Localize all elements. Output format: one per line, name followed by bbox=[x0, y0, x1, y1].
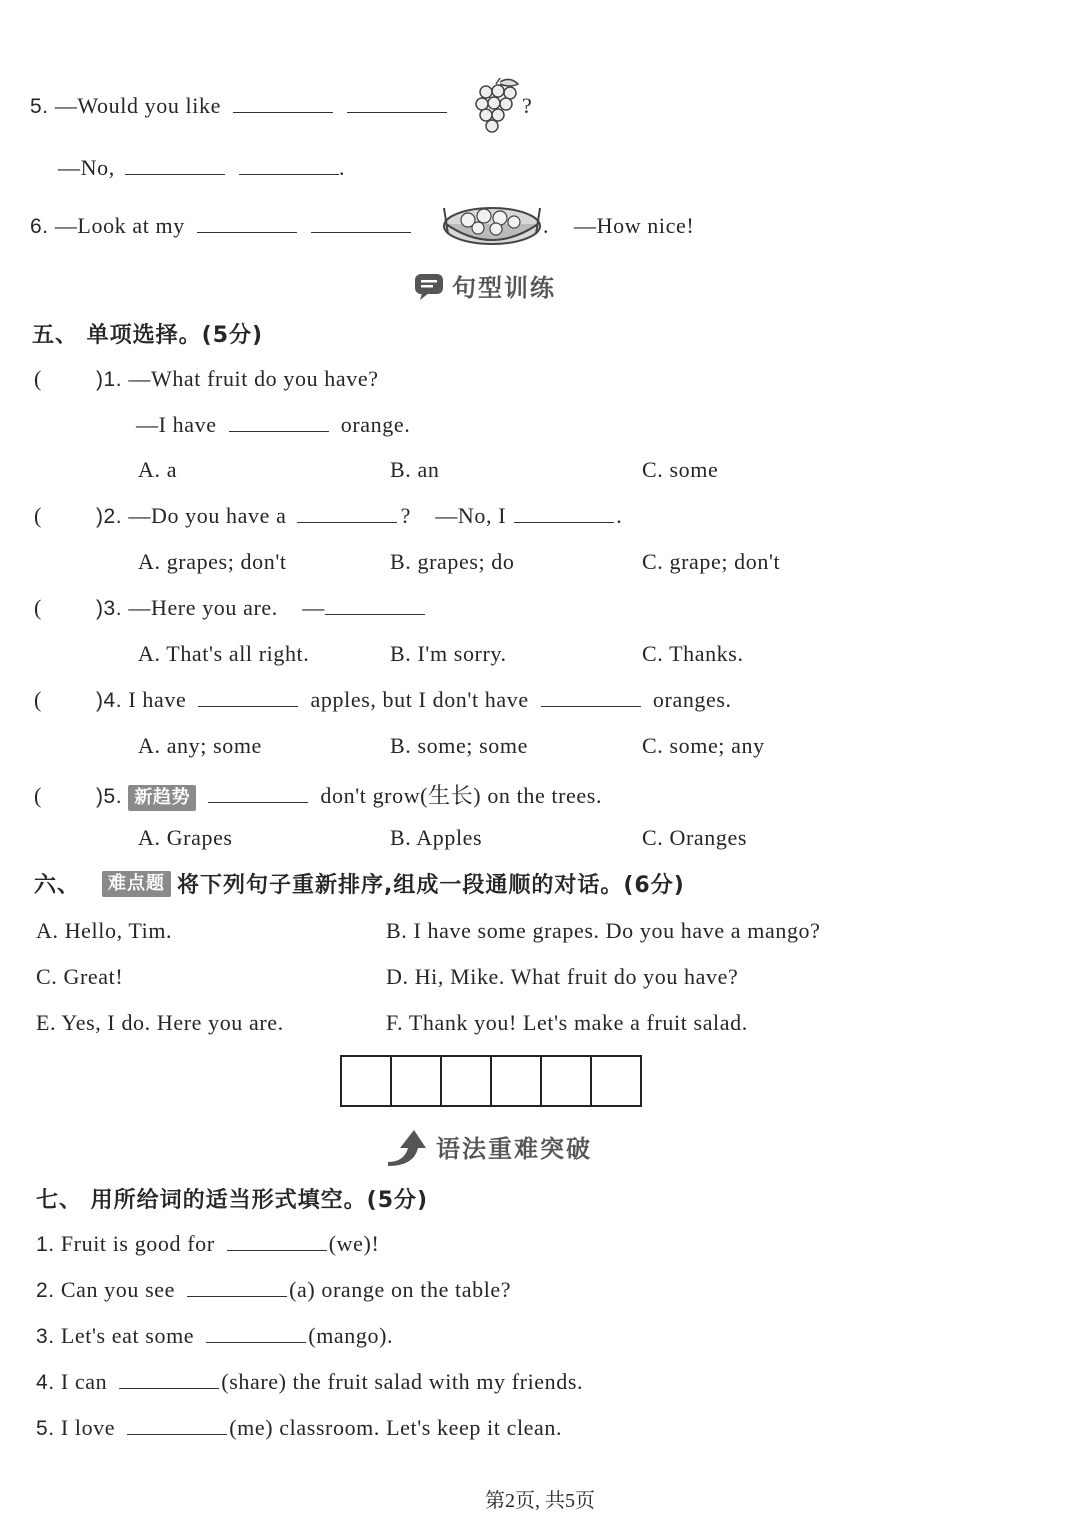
section-title-text: 将下列句子重新排序,组成一段通顺的对话。(6分) bbox=[177, 873, 685, 898]
answer-box[interactable] bbox=[342, 1057, 392, 1105]
mc-question-2 bbox=[34, 503, 622, 529]
section-title: 五、 单项选择。(5分) bbox=[32, 323, 264, 348]
question-text: oranges. bbox=[652, 687, 732, 712]
answer-paren[interactable]: ( bbox=[34, 687, 42, 712]
question-text: (share) the fruit salad with my friends. bbox=[221, 1369, 584, 1394]
answer-box[interactable] bbox=[542, 1057, 592, 1105]
question-text: I can bbox=[60, 1369, 108, 1394]
option-c[interactable]: C. grape; don't bbox=[642, 549, 781, 574]
answer-blank[interactable] bbox=[125, 156, 225, 175]
answer-blank[interactable] bbox=[347, 94, 447, 113]
answer-box[interactable] bbox=[442, 1057, 492, 1105]
answer-blank[interactable] bbox=[206, 1324, 306, 1343]
dialogue-sentence: E. Yes, I do. Here you are. bbox=[36, 1010, 284, 1035]
vocab-q5 bbox=[30, 93, 447, 119]
option-c[interactable]: C. Thanks. bbox=[642, 641, 744, 666]
answer-blank[interactable] bbox=[297, 504, 397, 523]
question-number: 6. bbox=[30, 215, 49, 238]
banner-label: 句型训练 bbox=[452, 274, 556, 302]
answer-blank[interactable] bbox=[197, 214, 297, 233]
question-number: 5. bbox=[30, 95, 49, 118]
question-end: ? bbox=[522, 93, 533, 118]
option-a[interactable]: A. grapes; don't bbox=[138, 549, 287, 574]
mc-question-1-line2 bbox=[136, 412, 410, 438]
section-banner bbox=[414, 268, 556, 303]
fill-question-2 bbox=[36, 1277, 511, 1303]
question-text: —What fruit do you have? bbox=[128, 366, 379, 391]
banner-label: 语法重难突破 bbox=[436, 1134, 592, 1163]
question-text: ? —No, I bbox=[400, 503, 507, 528]
answer-blank[interactable] bbox=[127, 1416, 227, 1435]
answer-paren[interactable]: ( bbox=[34, 366, 42, 391]
dialogue-sentence: F. Thank you! Let's make a fruit salad. bbox=[386, 1010, 748, 1035]
answer-box[interactable] bbox=[592, 1057, 640, 1105]
question-number: 2. bbox=[36, 1279, 55, 1302]
new-trend-badge: 新趋势 bbox=[128, 785, 196, 811]
question-number: 3. bbox=[36, 1325, 55, 1348]
mc-question-4 bbox=[34, 687, 732, 713]
option-b[interactable]: B. I'm sorry. bbox=[390, 641, 507, 666]
answer-blank[interactable] bbox=[239, 156, 339, 175]
answer-box[interactable] bbox=[492, 1057, 542, 1105]
answer-paren[interactable]: ( bbox=[34, 503, 42, 528]
question-text: —I have bbox=[136, 412, 217, 437]
answer-paren[interactable]: ( bbox=[34, 595, 42, 620]
answer-blank[interactable] bbox=[541, 688, 641, 707]
question-text: —Do you have a bbox=[128, 503, 287, 528]
answer-blank[interactable] bbox=[227, 1232, 327, 1251]
question-number: )5. bbox=[95, 785, 123, 808]
question-text: Can you see bbox=[60, 1277, 175, 1302]
question-text: . bbox=[616, 503, 623, 528]
question-text: (mango). bbox=[308, 1323, 394, 1348]
reply-end: . bbox=[339, 155, 346, 180]
question-number: )2. bbox=[95, 505, 123, 528]
difficult-badge: 难点题 bbox=[102, 871, 171, 897]
answer-blank[interactable] bbox=[311, 214, 411, 233]
answer-blank[interactable] bbox=[233, 94, 333, 113]
speech-bubble-icon bbox=[414, 271, 444, 301]
mc-question-1 bbox=[34, 366, 379, 392]
option-a[interactable]: A. any; some bbox=[138, 733, 262, 758]
question-text: (me) classroom. Let's keep it clean. bbox=[229, 1415, 563, 1440]
order-answer-boxes bbox=[340, 1055, 642, 1107]
fill-question-4 bbox=[36, 1369, 583, 1395]
question-text: apples, but I don't have bbox=[310, 687, 529, 712]
dialogue-sentence: D. Hi, Mike. What fruit do you have? bbox=[386, 964, 739, 989]
page-number: 第2页, 共5页 bbox=[485, 1490, 595, 1512]
option-c[interactable]: C. some; any bbox=[642, 733, 765, 758]
answer-blank[interactable] bbox=[514, 504, 614, 523]
option-c[interactable]: C. some bbox=[642, 457, 719, 482]
fill-question-5 bbox=[36, 1415, 562, 1441]
question-text: I love bbox=[60, 1415, 116, 1440]
question-text: I have bbox=[128, 687, 187, 712]
option-b[interactable]: B. Apples bbox=[390, 825, 483, 850]
reply-text: —No, bbox=[58, 155, 115, 180]
answer-blank[interactable] bbox=[198, 688, 298, 707]
vocab-q6 bbox=[30, 213, 411, 239]
grapes-picture bbox=[474, 78, 526, 136]
answer-blank[interactable] bbox=[229, 413, 329, 432]
option-b[interactable]: B. grapes; do bbox=[390, 549, 515, 574]
dialogue-sentence: A. Hello, Tim. bbox=[36, 918, 173, 943]
fill-question-1 bbox=[36, 1231, 379, 1257]
dialogue-sentence: C. Great! bbox=[36, 964, 124, 989]
section-title bbox=[34, 868, 685, 899]
fruit-salad-picture bbox=[438, 198, 546, 252]
option-a[interactable]: A. Grapes bbox=[138, 825, 233, 850]
reply-text: —How nice! bbox=[574, 213, 695, 238]
vocab-q5-reply bbox=[58, 155, 345, 181]
question-text: Let's eat some bbox=[60, 1323, 195, 1348]
answer-blank[interactable] bbox=[187, 1278, 287, 1297]
answer-paren[interactable]: ( bbox=[34, 783, 42, 808]
question-prompt: —Would you like bbox=[54, 93, 221, 118]
answer-blank[interactable] bbox=[325, 596, 425, 615]
answer-blank[interactable] bbox=[119, 1370, 219, 1389]
mc-question-5 bbox=[34, 779, 602, 811]
question-number: 5. bbox=[36, 1417, 55, 1440]
section-number: 六、 bbox=[34, 873, 81, 898]
up-arrow-icon bbox=[386, 1126, 428, 1166]
question-text: don't grow(生长) on the trees. bbox=[320, 783, 603, 808]
question-number: )3. bbox=[95, 597, 123, 620]
question-prompt: —Look at my bbox=[54, 213, 185, 238]
fill-question-3 bbox=[36, 1323, 393, 1349]
section-banner bbox=[386, 1126, 592, 1166]
question-number: 1. bbox=[36, 1233, 55, 1256]
question-text: (we)! bbox=[328, 1231, 380, 1256]
option-a[interactable]: A. a bbox=[138, 457, 178, 482]
question-text: orange. bbox=[340, 412, 411, 437]
option-a[interactable]: A. That's all right. bbox=[138, 641, 310, 666]
question-number: )4. bbox=[95, 689, 123, 712]
question-number: 4. bbox=[36, 1371, 55, 1394]
dialogue-sentence: B. I have some grapes. Do you have a mango? bbox=[386, 918, 821, 943]
option-b[interactable]: B. an bbox=[390, 457, 440, 482]
answer-box[interactable] bbox=[392, 1057, 442, 1105]
section-title: 七、 用所给词的适当形式填空。(5分) bbox=[36, 1188, 429, 1213]
question-text: —Here you are. — bbox=[128, 595, 325, 620]
option-b[interactable]: B. some; some bbox=[390, 733, 528, 758]
mc-question-3 bbox=[34, 595, 425, 621]
option-c[interactable]: C. Oranges bbox=[642, 825, 747, 850]
question-text: (a) orange on the table? bbox=[289, 1277, 512, 1302]
question-text: Fruit is good for bbox=[60, 1231, 215, 1256]
answer-blank[interactable] bbox=[208, 784, 308, 803]
question-end: . bbox=[543, 213, 550, 238]
question-number: )1. bbox=[95, 368, 123, 391]
